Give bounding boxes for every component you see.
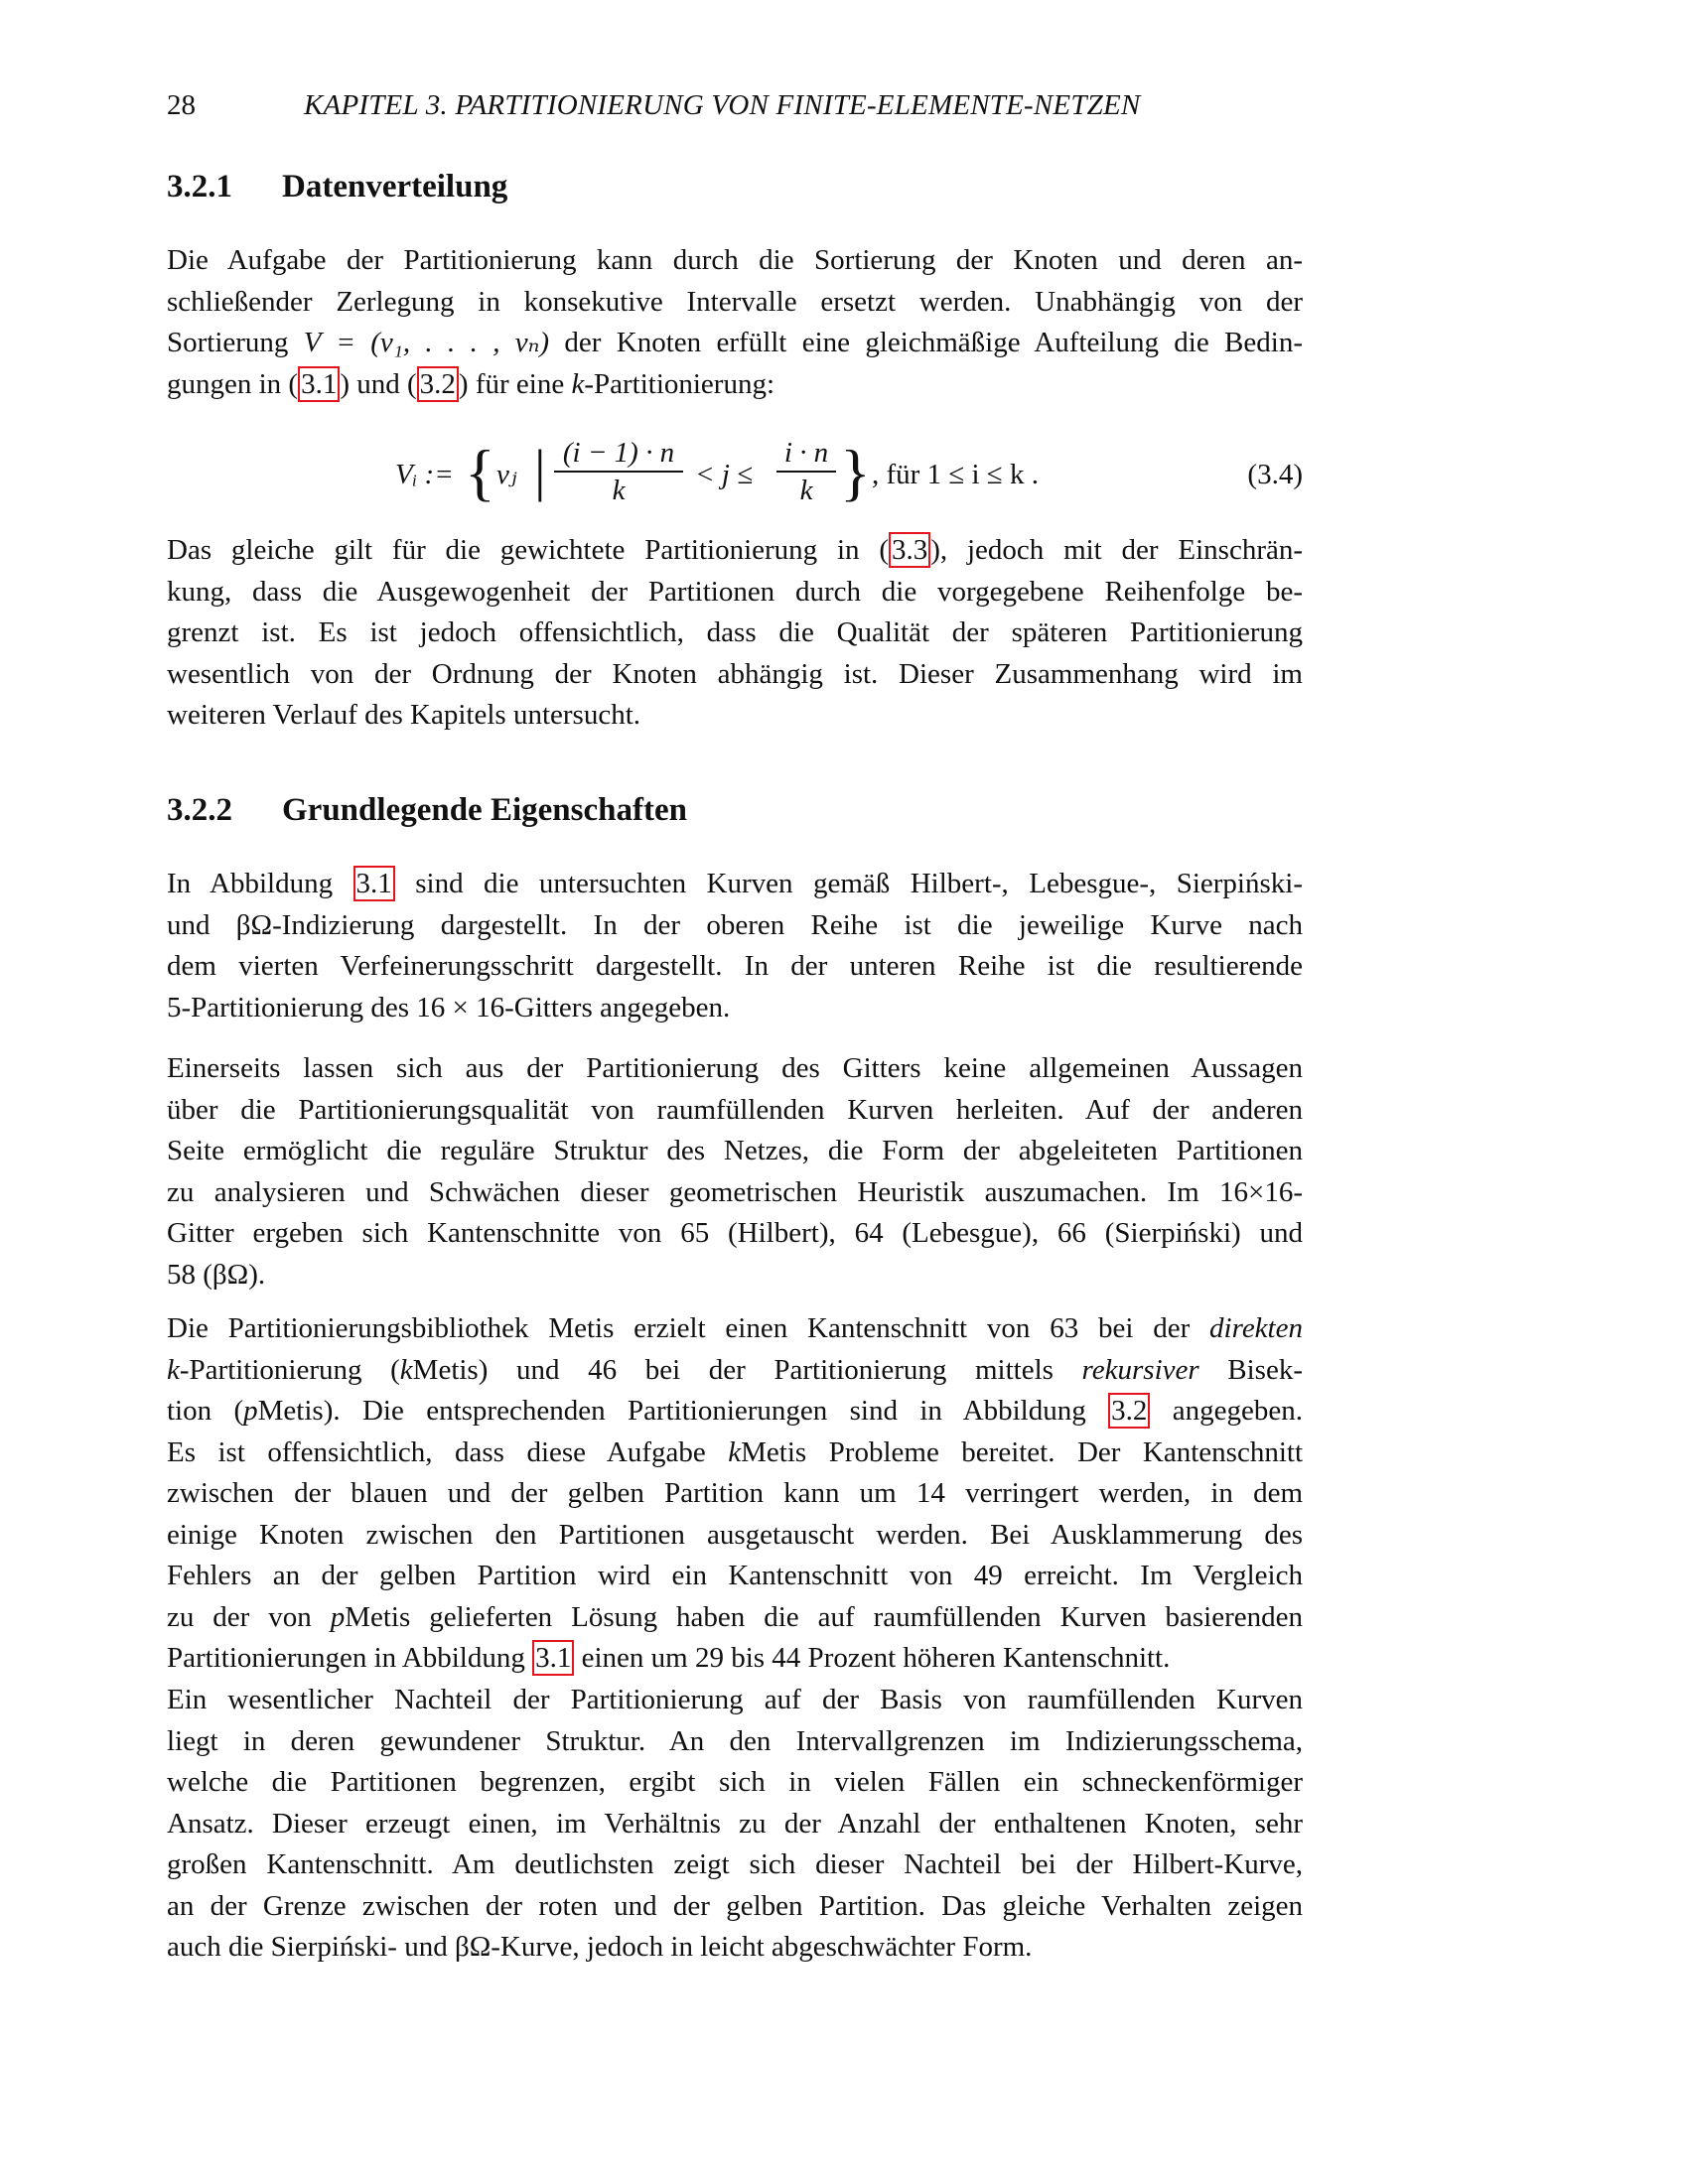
section-number: 3.2.1: [167, 169, 232, 205]
text-line: dem vierten Verfeinerungsschritt dargestellt. In der unteren Reihe ist die resultierende: [167, 950, 1303, 982]
paragraph-datenverteilung-2: [167, 530, 1303, 737]
text-line: Die Aufgabe der Partitionierung kann durch die Sortierung der Knoten und deren an-: [167, 244, 1303, 276]
text-line: weiteren Verlauf des Kapitels untersucht.: [167, 699, 640, 731]
text-line: Die Partitionierungsbibliothek Metis erzielt einen Kantenschnitt von 63 bei der direkten: [167, 1312, 1303, 1344]
equation-number: (3.4): [1247, 459, 1303, 490]
text-line: Ein wesentlicher Nachteil der Partitionierung auf der Basis von raumfüllenden Kurven: [167, 1684, 1303, 1715]
section-number: 3.2.2: [167, 792, 232, 828]
equation-link-3-1[interactable]: 3.1: [298, 366, 340, 402]
text-line: grenzt ist. Es ist jedoch offensichtlich, dass die Qualität der späteren Partitionierung: [167, 616, 1303, 648]
equation-fraction-1: [554, 435, 683, 508]
text-line: auch die Sierpiński- und βΩ-Kurve, jedoch in leicht abgeschwächter Form.: [167, 1931, 1033, 1963]
section-title: Grundlegende Eigenschaften: [282, 792, 687, 828]
text-line: liegt in deren gewundener Struktur. An den Intervallgrenzen im Indizierungsschema,: [167, 1724, 1303, 1757]
fraction-numerator: (i − 1) · n: [554, 435, 683, 473]
running-head: [167, 85, 1303, 125]
inline-math: V = (v₁, . . . , vₙ): [303, 327, 550, 358]
text-line: und βΩ-Indizierung dargestellt. In der oberen Reihe ist die jeweilige Kurve nach: [167, 908, 1303, 941]
text-line: zwischen der blauen und der gelben Partition kann um 14 verringert werden, in dem: [167, 1477, 1303, 1509]
equation-lhs: Vᵢ :=: [395, 459, 454, 490]
text-line: Gitter ergeben sich Kantenschnitte von 65 (Hilbert), 64 (Lebesgue), 66 (Sierpiński) und: [167, 1217, 1303, 1249]
text-line: großen Kantenschnitt. Am deutlichsten zeigt sich dieser Nachteil bei der Hilbert-Kurve,: [167, 1848, 1303, 1880]
text-line: über die Partitionierungsqualität von raumfüllenden Kurven herleiten. Auf der anderen: [167, 1093, 1303, 1126]
text-line: In Abbildung 3.1 sind die untersuchten Kurven gemäß Hilbert-, Lebesgue-, Sierpiński-: [167, 868, 1303, 899]
equation-middle: < j ≤: [695, 459, 754, 490]
text-line: zu der von pMetis gelieferten Lösung haben die auf raumfüllenden Kurven basierenden: [167, 1600, 1303, 1633]
paragraph-eigenschaften-3: [167, 1308, 1303, 1680]
equation-close-brace: }: [840, 437, 871, 507]
paragraph-eigenschaften-1: [167, 864, 1303, 1028]
text-line: an der Grenze zwischen der roten und der gelben Partition. Das gleiche Verhalten zeigen: [167, 1889, 1303, 1922]
paragraph-eigenschaften-2: [167, 1048, 1303, 1296]
equation-open-brace: {: [465, 437, 495, 507]
fraction-numerator: i · n: [776, 435, 836, 473]
equation-fraction-2: [776, 435, 836, 508]
text-line: Partitionierungen in Abbildung 3.1 einen um 29 bis 44 Prozent höheren Kantenschnitt.: [167, 1642, 1171, 1674]
equation-condition: , für 1 ≤ i ≤ k .: [872, 459, 1039, 490]
section-title: Datenverteilung: [282, 169, 508, 205]
text-line: 58 (βΩ).: [167, 1258, 266, 1291]
text-line: 5-Partitionierung des 16 × 16-Gitters angegeben.: [167, 991, 731, 1024]
fraction-denominator: k: [612, 475, 626, 506]
equation-link-3-2[interactable]: 3.2: [417, 366, 459, 402]
text-line: Sortierung V = (v₁, . . . , vₙ) der Knoten erfüllt eine gleichmäßige Aufteilung die Bedin-: [167, 327, 1303, 358]
text-line: Das gleiche gilt für die gewichtete Partitionierung in ( 3.3 ), jedoch mit der Einschrän-: [167, 534, 1304, 566]
figure-link-3-1[interactable]: 3.1: [532, 1640, 574, 1676]
text-line: kung, dass die Ausgewogenheit der Partitionen durch die vorgegebene Reihenfolge be-: [167, 575, 1303, 608]
section-heading-3-2-1: [167, 167, 1303, 206]
text-line: Einerseits lassen sich aus der Partitionierung des Gitters keine allgemeinen Aussagen: [167, 1052, 1303, 1084]
text-line: Ansatz. Dieser erzeugt einen, im Verhältnis zu der Anzahl der enthaltenen Knoten, sehr: [167, 1807, 1303, 1840]
equation-bar: |: [534, 438, 546, 502]
text-line: einige Knoten zwischen den Partitionen ausgetauscht werden. Bei Ausklammerung des: [167, 1518, 1303, 1551]
page-number: 28: [167, 89, 196, 121]
equation-vj: vⱼ: [496, 459, 517, 490]
paragraph-eigenschaften-4: [167, 1680, 1303, 1969]
text-line: welche die Partitionen begrenzen, ergibt sich in vielen Fällen ein schneckenförmiger: [167, 1766, 1303, 1798]
text-line: zu analysieren und Schwächen dieser geometrischen Heuristik auszumachen. Im 16×16-: [167, 1175, 1303, 1208]
text-line: Fehlers an der gelben Partition wird ein Kantenschnitt von 49 erreicht. Im Vergleich: [167, 1560, 1303, 1591]
figure-link-3-2[interactable]: 3.2: [1108, 1393, 1150, 1429]
running-title: KAPITEL 3. PARTITIONIERUNG VON FINITE-ELEMENTE-NETZEN: [304, 89, 1141, 121]
text-line: gungen in ( 3.1 ) und ( 3.2 ) für eine k-Partitionierung:: [167, 367, 775, 400]
text-line: Es ist offensichtlich, dass diese Aufgabe kMetis Probleme bereitet. Der Kantenschnitt: [167, 1435, 1303, 1468]
section-heading-3-2-2: [167, 790, 1303, 830]
equation-body: [395, 425, 1090, 524]
text-line: tion (pMetis). Die entsprechenden Partitionierungen sind in Abbildung 3.2 angegeben.: [167, 1395, 1303, 1427]
fraction-denominator: k: [799, 475, 813, 506]
equation-3-4: [167, 425, 1303, 524]
text-line: schließender Zerlegung in konsekutive Intervalle ersetzt werden. Unabhängig von der: [167, 285, 1303, 318]
paragraph-datenverteilung-1: [167, 240, 1303, 405]
text-line: Seite ermöglicht die reguläre Struktur des Netzes, die Form der abgeleiteten Partitionen: [167, 1135, 1303, 1166]
text-line: wesentlich von der Ordnung der Knoten abhängig ist. Dieser Zusammenhang wird im: [167, 657, 1303, 690]
equation-link-3-3[interactable]: 3.3: [889, 532, 930, 568]
text-line: k-Partitionierung (kMetis) und 46 bei der Partitionierung mittels rekursiver Bisek-: [167, 1353, 1303, 1386]
figure-link-3-1[interactable]: 3.1: [353, 866, 395, 901]
